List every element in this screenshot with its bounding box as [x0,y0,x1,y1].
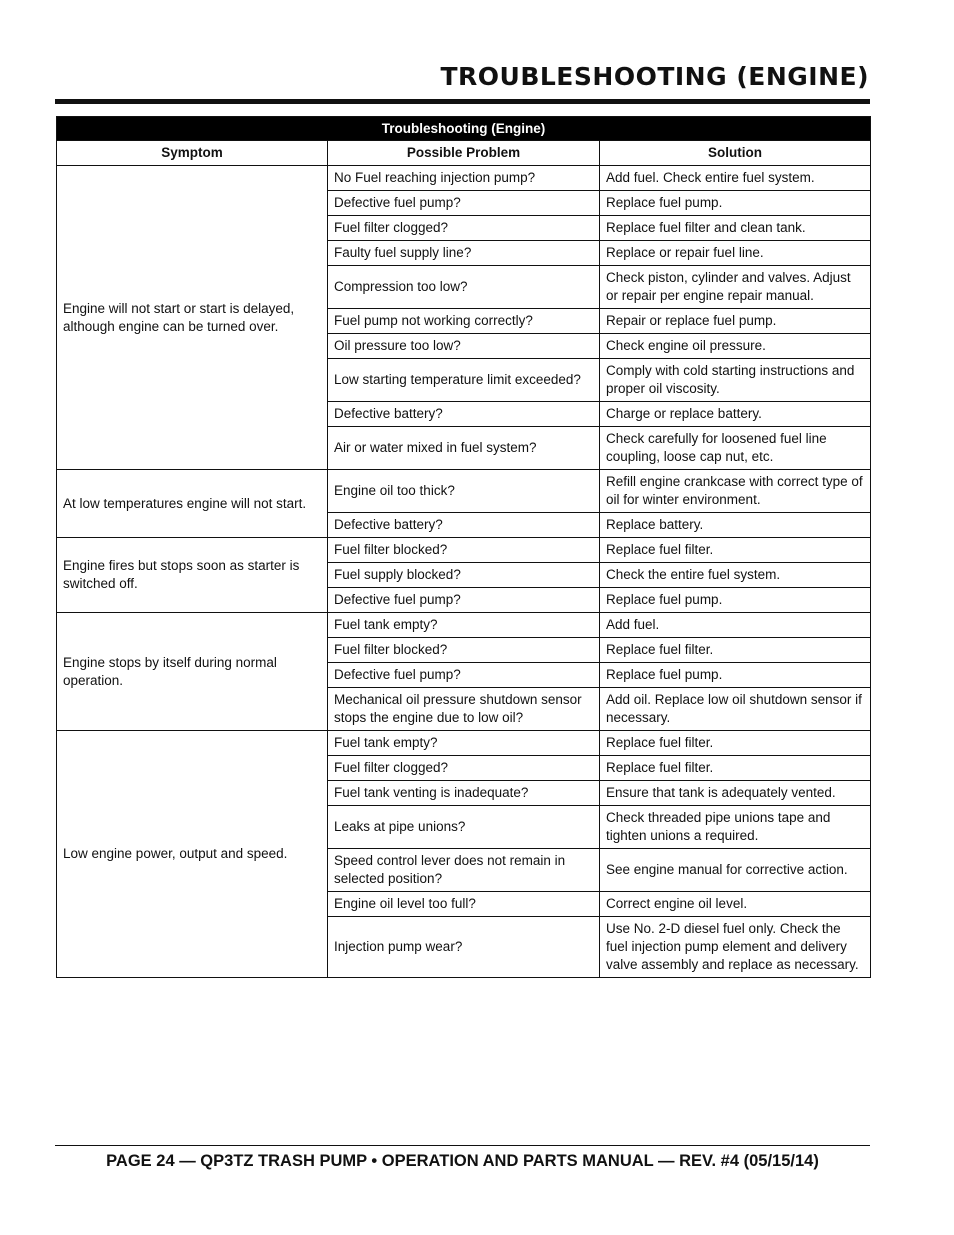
possible-problem-cell: Fuel filter clogged? [328,756,600,781]
solution-cell: Use No. 2-D diesel fuel only. Check the fuel injection pump element and delivery valve assembly and replace as necessary. [600,917,871,978]
solution-cell: Replace fuel filter. [600,538,871,563]
possible-problem-cell: Fuel filter blocked? [328,538,600,563]
table-row [57,731,871,756]
solution-cell: Correct engine oil level. [600,892,871,917]
possible-problem-cell: Fuel tank venting is inadequate? [328,781,600,806]
column-header-symptom: Symptom [57,141,328,166]
solution-cell: Check carefully for loosened fuel line coupling, loose cap nut, etc. [600,427,871,470]
possible-problem-cell: Defective battery? [328,513,600,538]
symptom-cell: Engine stops by itself during normal operation. [57,613,328,731]
solution-cell: Replace fuel pump. [600,191,871,216]
column-header-solution: Solution [600,141,871,166]
solution-cell: Add fuel. Check entire fuel system. [600,166,871,191]
solution-cell: Comply with cold starting instructions and proper oil viscosity. [600,359,871,402]
solution-cell: Check piston, cylinder and valves. Adjust or repair per engine repair manual. [600,266,871,309]
solution-cell: Replace fuel pump. [600,588,871,613]
symptom-cell: Engine will not start or start is delayed, although engine can be turned over. [57,166,328,470]
column-header-possible-problem: Possible Problem [328,141,600,166]
symptom-cell: Low engine power, output and speed. [57,731,328,978]
solution-cell: Ensure that tank is adequately vented. [600,781,871,806]
possible-problem-cell: Fuel supply blocked? [328,563,600,588]
possible-problem-cell: Defective battery? [328,402,600,427]
table-caption: Troubleshooting (Engine) [57,117,871,141]
possible-problem-cell: Engine oil too thick? [328,470,600,513]
solution-cell: See engine manual for corrective action. [600,849,871,892]
title-rule [55,99,870,104]
solution-cell: Add fuel. [600,613,871,638]
solution-cell: Replace fuel filter. [600,638,871,663]
possible-problem-cell: Engine oil level too full? [328,892,600,917]
table-row [57,166,871,191]
solution-cell: Check engine oil pressure. [600,334,871,359]
possible-problem-cell: Fuel tank empty? [328,613,600,638]
possible-problem-cell: Oil pressure too low? [328,334,600,359]
table-body [57,166,871,978]
possible-problem-cell: Fuel pump not working correctly? [328,309,600,334]
possible-problem-cell: Low starting temperature limit exceeded? [328,359,600,402]
solution-cell: Repair or replace fuel pump. [600,309,871,334]
possible-problem-cell: Fuel filter clogged? [328,216,600,241]
solution-cell: Refill engine crankcase with correct type of oil for winter environment. [600,470,871,513]
solution-cell: Replace or repair fuel line. [600,241,871,266]
solution-cell: Replace fuel pump. [600,663,871,688]
symptom-cell: Engine fires but stops soon as starter is switched off. [57,538,328,613]
table-row [57,470,871,513]
possible-problem-cell: Defective fuel pump? [328,588,600,613]
footer-rule [55,1145,870,1146]
symptom-cell: At low temperatures engine will not start. [57,470,328,538]
troubleshooting-table [56,116,871,978]
page-title: TROUBLESHOOTING (ENGINE) [440,62,869,91]
solution-cell: Add oil. Replace low oil shutdown sensor if necessary. [600,688,871,731]
possible-problem-cell: No Fuel reaching injection pump? [328,166,600,191]
possible-problem-cell: Compression too low? [328,266,600,309]
possible-problem-cell: Mechanical oil pressure shutdown sensor stops the engine due to low oil? [328,688,600,731]
table-row [57,613,871,638]
solution-cell: Check the entire fuel system. [600,563,871,588]
solution-cell: Replace fuel filter and clean tank. [600,216,871,241]
possible-problem-cell: Defective fuel pump? [328,191,600,216]
solution-cell: Replace fuel filter. [600,756,871,781]
possible-problem-cell: Speed control lever does not remain in selected position? [328,849,600,892]
possible-problem-cell: Faulty fuel supply line? [328,241,600,266]
table-row [57,538,871,563]
solution-cell: Charge or replace battery. [600,402,871,427]
solution-cell: Replace fuel filter. [600,731,871,756]
possible-problem-cell: Injection pump wear? [328,917,600,978]
possible-problem-cell: Air or water mixed in fuel system? [328,427,600,470]
possible-problem-cell: Fuel filter blocked? [328,638,600,663]
possible-problem-cell: Leaks at pipe unions? [328,806,600,849]
solution-cell: Check threaded pipe unions tape and tighten unions a required. [600,806,871,849]
possible-problem-cell: Fuel tank empty? [328,731,600,756]
possible-problem-cell: Defective fuel pump? [328,663,600,688]
solution-cell: Replace battery. [600,513,871,538]
page-footer: PAGE 24 — QP3TZ TRASH PUMP • OPERATION AND PARTS MANUAL — REV. #4 (05/15/14) [106,1152,819,1170]
